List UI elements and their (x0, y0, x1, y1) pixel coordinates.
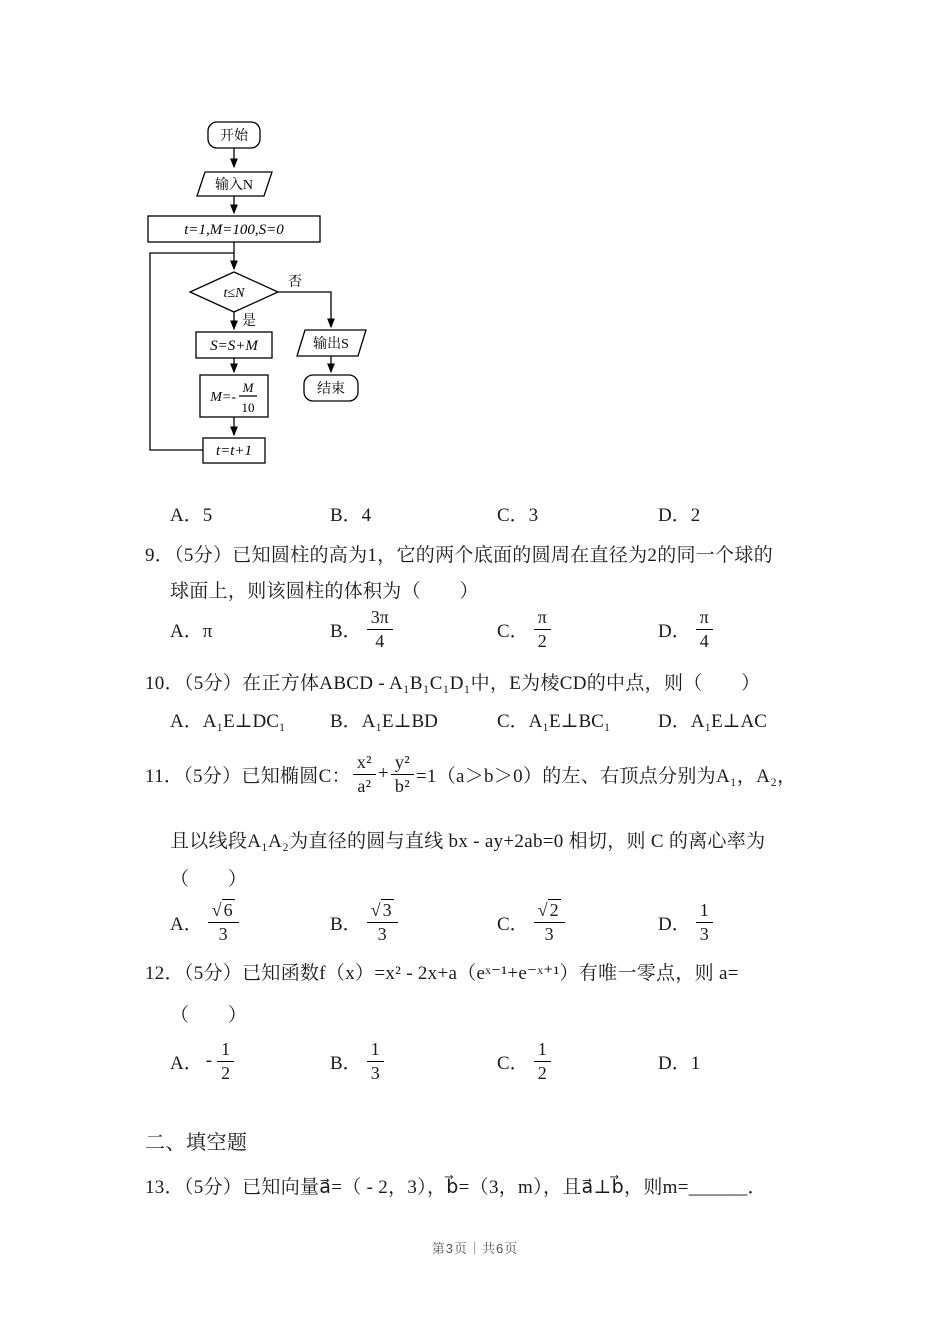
flowchart-input-label: 输入N (214, 178, 254, 193)
q10-text-line1: 10．（5分）在正方体ABCD - A₁B₁C₁D₁中，E为棱CD的中点，则（ ） (145, 673, 761, 694)
q10-option-d: D．A₁E⊥AC (658, 711, 767, 732)
fraction (208, 899, 239, 944)
option-label: A．π (170, 620, 213, 642)
flowchart (145, 115, 377, 477)
fraction-denominator: 2 (537, 1062, 547, 1083)
flowchart-end-label: 结束 (317, 382, 345, 397)
radical-sign: √ (537, 900, 548, 921)
radical-sign: √ (370, 900, 381, 921)
q12-option-a (170, 1039, 330, 1083)
fraction-numerator: π (696, 607, 713, 630)
q12-text-line1: 12．（5分）已知函数f（x）=x² - 2x+a（eˣ⁻¹+e⁻ˣ⁺¹）有唯一零点，则 a= (145, 963, 739, 984)
fraction (217, 1039, 234, 1083)
plus-sign: + (377, 763, 389, 784)
fraction-numerator: x² (353, 752, 376, 775)
flowchart-cond-label: t≤N (223, 286, 245, 301)
q8-option-c: C．3 (497, 505, 539, 526)
flowchart-start-label: 开始 (220, 129, 248, 144)
flowchart-no-label: 否 (288, 275, 302, 290)
fraction-denominator: 3 (218, 924, 228, 944)
q11-prefix: 11．（5分）已知椭圆C： (145, 765, 351, 787)
q9-option-a (170, 616, 330, 643)
radicand: 2 (549, 900, 559, 921)
page-footer: 第3页｜共6页 (431, 1241, 519, 1256)
fraction-numerator: 1 (696, 900, 713, 923)
flowchart-assign-m-num: M (242, 380, 254, 395)
q10-options (170, 706, 767, 733)
q8-option-d: D．2 (658, 505, 701, 526)
q12-options (170, 1038, 700, 1084)
fraction-denominator: 3 (377, 924, 387, 944)
fraction (696, 900, 713, 944)
q9-option-d (658, 607, 715, 651)
option-label: C． (497, 1052, 529, 1074)
q9-options (170, 606, 715, 652)
fraction-denominator: b² (394, 775, 410, 796)
q11-suffix: =1（a＞b＞0）的左、右顶点分别为A₁，A₂， (415, 765, 797, 787)
option-label: B． (330, 913, 362, 935)
option-label: A． (170, 1052, 203, 1074)
option-label: B． (330, 620, 362, 642)
fraction-numerator: 3π (367, 607, 393, 630)
q9-text-line1: 9．（5分）已知圆柱的高为1，它的两个底面的圆周在直径为2的同一个球的 (145, 545, 774, 566)
q12-option-d: D．1 (658, 1052, 701, 1074)
radical-sign: √ (211, 900, 222, 921)
radicand: 3 (382, 900, 392, 921)
q8-option-b: B．4 (330, 505, 372, 526)
q13-text-line1: 13．（5分）已知向量a⃗=（ - 2，3），b⃗=（3，m），且a⃗⊥b⃗，则m=______． (145, 1177, 767, 1198)
fraction (534, 1039, 551, 1083)
fraction (367, 1039, 384, 1083)
fraction-denominator: 2 (221, 1062, 231, 1083)
q11-option-a (170, 899, 330, 944)
flowchart-assign-t-label: t=t+1 (215, 443, 253, 459)
q8-options (170, 500, 700, 527)
fraction-denominator: 3 (370, 1062, 380, 1083)
fraction-denominator: 4 (699, 630, 709, 651)
fraction-denominator: 4 (375, 630, 385, 651)
option-label: B． (330, 1052, 362, 1074)
fraction (534, 899, 565, 944)
option-label: D． (658, 620, 691, 642)
q11-option-c (497, 899, 658, 944)
q11-text-line3: （ ） (170, 869, 248, 890)
q8-option-a: A．5 (170, 505, 213, 526)
q10-option-a: A．A₁E⊥DC₁ (170, 711, 286, 732)
q10-option-c: C．A₁E⊥BC₁ (497, 711, 611, 732)
q11-option-d (658, 900, 715, 944)
q11-text-line1 (145, 748, 796, 800)
fraction (367, 607, 393, 651)
section2-title: 二、填空题 (145, 1132, 248, 1154)
fraction-denominator: 2 (537, 630, 547, 651)
q11-options (170, 898, 715, 946)
q9-option-b (330, 607, 497, 651)
fraction (367, 899, 398, 944)
q11-text-line2: 且以线段A₁A₂为直径的圆与直线 bx - ay+2ab=0 相切，则 C 的离心率为 (170, 831, 766, 852)
fraction (391, 752, 414, 796)
fraction-numerator: 1 (217, 1039, 234, 1062)
q12-option-c (497, 1039, 658, 1083)
flowchart-assign-s-label: S=S+M (210, 338, 258, 354)
fraction-denominator: 3 (699, 923, 709, 944)
fraction (696, 607, 713, 651)
radicand: 6 (223, 900, 233, 921)
flowchart-output-label: 输出S (313, 337, 349, 352)
q12-option-b (330, 1039, 497, 1083)
fraction-numerator: 1 (367, 1039, 384, 1062)
q9-option-c (497, 607, 658, 651)
minus-sign: - (205, 1050, 213, 1071)
fraction-numerator: y² (391, 752, 414, 775)
option-label: A． (170, 913, 203, 935)
flowchart-yes-label: 是 (242, 314, 256, 329)
fraction-numerator: π (534, 607, 551, 630)
option-label: C． (497, 620, 529, 642)
fraction-denominator: a² (357, 775, 372, 796)
q11-option-b (330, 899, 497, 944)
option-label: D． (658, 913, 691, 935)
option-label: C． (497, 913, 529, 935)
fraction-numerator: 1 (534, 1039, 551, 1062)
fraction-denominator: 3 (544, 924, 554, 944)
q12-text-line2: （ ） (170, 1005, 248, 1026)
flowchart-no-branch (278, 292, 331, 327)
fraction (353, 752, 376, 796)
q9-text-line2: 球面上，则该圆柱的体积为（ ） (170, 581, 479, 602)
flowchart-assign-m-den: 10 (241, 400, 255, 415)
q10-option-b: B．A₁E⊥BD (330, 711, 438, 732)
fraction (534, 607, 551, 651)
flowchart-assign-m-prefix: M=- (210, 390, 236, 405)
flowchart-init-label: t=1,M=100,S=0 (184, 222, 284, 238)
